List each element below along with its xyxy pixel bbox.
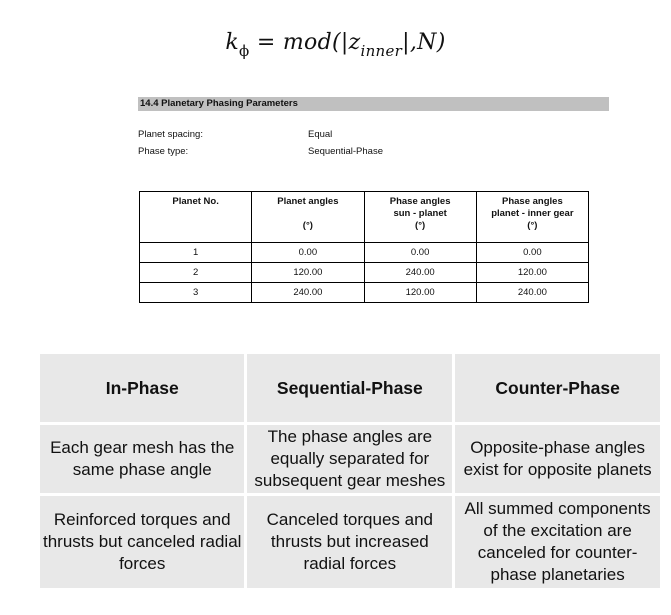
cell: 120.00: [476, 263, 588, 283]
planet-angles-table: [139, 191, 589, 303]
header-sequential-phase: Sequential-Phase: [247, 354, 452, 422]
cell: 1: [140, 243, 252, 263]
formula-rhs: = mod(|z: [256, 30, 361, 55]
header-phase-sun-planet: Phase angles sun - planet (°): [364, 192, 476, 243]
header-phase-planet-inner: Phase angles planet - inner gear (°): [476, 192, 588, 243]
param-value: Equal: [308, 129, 333, 140]
param-label: Phase type:: [138, 146, 189, 157]
phasing-types-table: [37, 351, 663, 591]
cell: 120.00: [252, 263, 364, 283]
cell: Opposite-phase angles exist for opposite planets: [455, 425, 660, 493]
table-row: [140, 263, 589, 283]
cell: 0.00: [252, 243, 364, 263]
section-title: 14.4 Planetary Phasing Parameters: [138, 97, 609, 111]
header-planet-angles: Planet angles (°): [252, 192, 364, 243]
cell: 0.00: [476, 243, 588, 263]
table-header-row: [140, 192, 589, 243]
big-table-header-row: [40, 354, 660, 422]
table-row: [140, 283, 589, 303]
cell: Reinforced torques and thrusts but canceled radial forces: [40, 496, 244, 588]
table-row: [40, 425, 660, 493]
table-row: [40, 496, 660, 588]
table-row: [140, 243, 589, 263]
formula: [0, 30, 671, 60]
formula-lhs: k: [225, 30, 240, 55]
cell: All summed components of the excitation are canceled for counter-phase planetaries: [455, 496, 660, 588]
header-planet-no: Planet No.: [140, 192, 252, 243]
formula-rhs-end: |,N): [402, 30, 446, 55]
cell: 240.00: [476, 283, 588, 303]
param-planet-spacing: [138, 129, 333, 140]
cell: Each gear mesh has the same phase angle: [40, 425, 244, 493]
header-in-phase: In-Phase: [40, 354, 244, 422]
param-phase-type: [138, 146, 383, 157]
param-value: Sequential-Phase: [308, 146, 383, 157]
cell: 120.00: [364, 283, 476, 303]
cell: 240.00: [252, 283, 364, 303]
cell: 3: [140, 283, 252, 303]
formula-lhs-sub: ϕ: [239, 42, 250, 60]
cell: 2: [140, 263, 252, 283]
formula-rhs-sub: inner: [360, 42, 403, 60]
cell: The phase angles are equally separated for subsequent gear meshes: [247, 425, 452, 493]
cell: Canceled torques and thrusts but increased radial forces: [247, 496, 452, 588]
param-label: Planet spacing:: [138, 129, 203, 140]
header-counter-phase: Counter-Phase: [455, 354, 660, 422]
cell: 0.00: [364, 243, 476, 263]
cell: 240.00: [364, 263, 476, 283]
